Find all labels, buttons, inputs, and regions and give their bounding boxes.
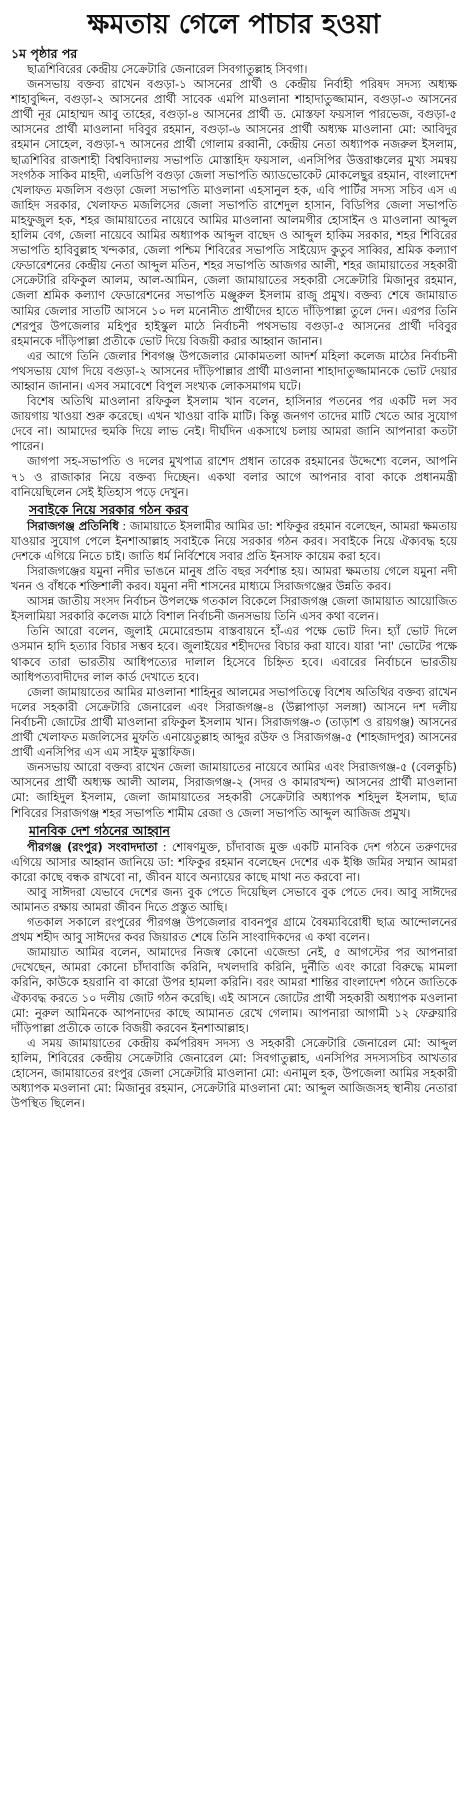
section-2-subheading: মানবিক দেশ গঠনের আহ্বান xyxy=(29,822,170,838)
headline: ক্ষমতায় গেলে পাচার হওয়া xyxy=(87,9,381,40)
section-1-lead xyxy=(11,519,457,564)
section-2-lead xyxy=(11,840,457,885)
section-1-byline: সিরাজগঞ্জ প্রতিনিধি xyxy=(27,518,119,533)
article-paragraph: জামায়াত আমির বলেন, আমাদের নিজস্ব কোনো এজেন্ডা নেই, ৫ আগস্টের পর আপনারা দেখেছেন, আমরা কোনো চাঁদাবাজি করিনি, দখলদারি করিনি, দুর্নীতি এবং কারো বিরুদ্ধে মামলা করিনি, কাউকে হয়রানি বা কারো উপর হামলা করিনি। বরং আমরা শান্তির বাংলাদেশ গঠনে জাতিকে ঐক্যবদ্ধ করতে ১০ দলীয় জোট গঠন করেছি। এই আসনে জোটের প্রার্থী সহকারী অধ্যাপক মওলানা মো: নুরুল আমিনকে আপনাদের কাছে আমানত রেখে গেলাম। আপনারা আগামী ১২ ফেব্রুয়ারি দাঁড়িপাল্লা প্রতীকে তাকে বিজয়ী করবেন ইনশাআল্লাহ। xyxy=(11,945,457,1035)
article-paragraph: জাগপা সহ-সভাপতি ও দলের মুখপাত্র রাশেদ প্রধান তারেক রহমানের উদ্দেশ্যে বলেন, আপনি ৭১ ও রাজাকার নিয়ে বক্তব্য দিচ্ছেন। একথা বলার আগে আপনার বাবা কাকে প্রধানমন্ত্রী বানিয়েছিলেন সেই ইতিহাস পড়ে দেখুন। xyxy=(11,454,457,499)
article-paragraph: জনসভায় বক্তব্য রাখেন বগুড়া-১ আসনের প্রার্থী ও কেন্দ্রীয় নির্বাহী পরিষদ সদস্য অধ্যক্ষ শাহাবুদ্দিন, বগুড়া-২ আসনের প্রার্থী সাবেক এমপি মাওলানা শাহাদাতুজ্জামান, বগুড়া-৩ আসনের প্রার্থী নূর মোহাম্মদ আবু তাহের, বগুড়া-৪ আসনের প্রার্থী ড. মোস্তফা ফয়সাল পারভেজ, বগুড়া-৫ আসনের প্রার্থী মাওলানা দবিবুর রহমান, বগুড়া-৬ আসনের প্রার্থী অধ্যক্ষ মাওলানা মো: আবিদুর রহমান সোহেল, বগুড়া-৭ আসনের প্রার্থী গোলাম রব্বানী, কেন্দ্রীয় নেতা অধ্যাপক নজরুল ইসলাম, ছাত্রশিবির রাজশাহী বিশ্ববিদ্যালয় সভাপতি মোস্তাহিদ ফয়সাল, এনসিপির উত্তরাঞ্চলের মুখ্য সমন্বয় সংগঠক সাকিব মাহদী, এলডিপি বগুড়া জেলা সভাপতি অ্যাডভোকেট মোকলেছুর রহমান, বাংলাদেশ খেলাফত মজলিস বগুড়া জেলা সভাপতি মাওলানা এহসানুল হক, এবি পার্টির সদস্য সচিব এস এ জাহিদ সরকার, খেলাফত মজলিসের জেলা সভাপতি রাশেদুল হাসান, বিডিপির জেলা সভাপতি মাহফুজুল হক, শহর জামায়াতের নায়েবে আমির মাওলানা আলমগীর হোসাইন ও মাওলানা আব্দুল হালিম বেগ, জেলা নায়েবে আমির অধ্যাপক আব্দুল বাছেদ ও আব্দুল হাকিম সরকার, শহর শিবিরের সভাপতি হাবিবুল্লাহ খন্দকার, জেলা পশ্চিম শিবিরের সভাপতি সাইয়্যেদ কুতুব সাব্বির, শ্রমিক কল্যাণ ফেডারেশনের কেন্দ্রীয় নেতা আব্দুল মতিন, শহর সভাপতি আজগর আলী, শহর জামায়াতের সহকারী সেক্রেটারি রফিকুল আলম, আল-আমিন, জেলা জামায়াতের সহকারী সেক্রেটারি মিজানুর রহমান, জেলা শ্রমিক কল্যাণ ফেডারেশনের সভাপতি মঞ্জুরুল ইসলাম রাজু প্রমুখ। বক্তব্য শেষে জামায়াত আমির জেলার সাতটি আসনে ১০ দল মনোনীত প্রার্থীদের হাতে দাঁড়িপাল্লা তুলে দেন। এরপর তিনি শেরপুর উপজেলার মহিপুর হাইস্কুল মাঠে নির্বাচনী পথসভায় বগুড়া-৫ আসনের প্রার্থী দবিবুর রহমানকে দাঁড়িপাল্লা প্রতীকে ভোট দিয়ে বিজয়ী করার আহ্বান জানান। xyxy=(11,77,457,348)
section-1-lead-text: : জামায়াতে ইসলামীর আমির ডা: শফিকুর রহমান বলেছেন, আমরা ক্ষমতায় যাওয়ার সুযোগ পেলে ইনশাআল্লাহ সবাইকে নিয়ে সরকার গঠন করব। সবাইকে নিয়ে ঐক্যবদ্ধ হয়ে দেশকে এগিয়ে নিতে চাই। জাতি ধর্ম নির্বিশেষে সবার প্রতি ইনসাফ কায়েম করা হবে। xyxy=(11,518,457,563)
continued-from-label: ১ম পৃষ্ঠার পর xyxy=(11,46,78,61)
article-paragraph: জনসভায় আরো বক্তব্য রাখেন জেলা জামায়াতের নায়েবে আমির এবং সিরাজগঞ্জ-৫ (বেলকুচি) আসনের প্রার্থী অধ্যক্ষ আলী আলম, সিরাজগঞ্জ-২ (সদর ও কামারখন্দ) আসনের প্রার্থী মাওলানা মো: জাহিদুল ইসলাম, জেলা জামায়াতের সহকারী সেক্রেটারি অধ্যাপক শহিদুল ইসলাম, ছাত্র শিবিরের সিরাজগঞ্জ শহর সভাপতি শামীম রেজা ও জেলা সভাপতি আব্দুল আজিজ প্রমুখ। xyxy=(11,760,457,820)
article-paragraph: সিরাজগঞ্জের যমুনা নদীর ভাঙনে মানুষ প্রতি বছর সর্বশান্ত হয়। আমরা ক্ষমতায় গেলে যমুনা নদী খনন ও বাঁধকে শক্তিশালী করব। যমুনা নদী শাসনের মাধ্যমে সিরাজগঞ্জের উন্নতি করব। xyxy=(11,564,457,594)
article-paragraph: এ সময় জামায়াতের কেন্দ্রীয় কর্মপরিষদ সদস্য ও সহকারী সেক্রেটারি জেনারেল মো: আব্দুল হালিম, শিবিরের কেন্দ্রীয় সেক্রেটারি জেনারেল মো: সিবগাতুল্লাহ, এনসিপির সদস্যসচিব আখতার হোসেন, জামায়াতের রংপুর জেলা সেক্রেটারি মাওলানা মো: এনামুল হক, উপজেলা আমির সহকারী অধ্যাপক মওলানা মো: মিজানুর রহমান, সেক্রেটারি মাওলানা মো: আব্দুল আজিজসহ স্থানীয় নেতারা উপস্থিত ছিলেন। xyxy=(11,1035,457,1111)
section-2-byline: পীরগঞ্জ (রংপুর) সংবাদদাতা xyxy=(27,839,158,854)
article-paragraph: ছাত্রশিবিরের কেন্দ্রীয় সেক্রেটারি জেনারেল সিবগাতুল্লাহ সিবগা। xyxy=(27,62,308,76)
section-2-lead-text: : শোষণমুক্ত, চাঁদাবাজ মুক্ত একটি মানবিক দেশ গঠনে তরুণদের এগিয়ে আসার আহ্বান জানিয়ে ডা: শফিকুর রহমান বলেছেন দেশের এক ইঞ্চি জমির সম্মান আমরা কারো কাছে বন্ধক রাখবো না, জীবন যাবে অন্যায়ের কাছে মাথা নত করবো না। xyxy=(11,839,457,884)
article-paragraph: এর আগে তিনি জেলার শিবগঞ্জ উপজেলার মোকামতলা আদর্শ মহিলা কলেজ মাঠের নির্বাচনী পথসভায় যোগ দিয়ে বগুড়া-২ আসনের দাঁড়িপাল্লার প্রার্থী মাওলানা শাহাদাতুজ্জামানকে ভোট দেয়ার আহ্বান জানান। এসব সমাবেশে বিপুল সংখ্যক লোকসমাগম ঘটে। xyxy=(11,348,457,393)
article-paragraph: বিশেষ অতিথি মাওলানা রফিকুল ইসলাম খান বলেন, হাসিনার পতনের পর একটি দল সব জায়গায় খাওয়া শুরু করেছে। এখন খাওয়া বাকি মাটি। কিন্তু জনগণ তাদের মাটি খেতে আর সুযোগ দেবে না। আমাদের হুমকি দিয়ে লাভ নেই। দীর্ঘদিন একসাথে চলায় আমরা জানি আপনারা কতটা পারেন। xyxy=(11,394,457,454)
article-paragraph: গতকাল সকালে রংপুরের পীরগঞ্জ উপজেলার বাবনপুর গ্রামে বৈষম্যবিরোধী ছাত্র আন্দোলনের প্রথম শহীদ আবু সাঈদের কবর জিয়ারত শেষে তিনি সাংবাদিকদের এ কথা বলেন। xyxy=(11,915,457,945)
section-2-body xyxy=(11,885,457,1111)
article-paragraph: তিনি আরো বলেন, জুলাই মেমোরেন্ডাম বাস্তবায়নে হাঁ-এর পক্ষে ভোট দিন। হ্যাঁ ভোট দিলে ওসমান হাদি হত্যার বিচার সম্ভব হবে। জুলাইয়ের শহীদদের বিচার করা যাবে। যারা 'না' ভোটের পক্ষে থাকবে তারা ভারতীয় আধিপত্যের দালাল হিসেবে চিহ্নিত হবে। এবারের নির্বাচনে ভারতীয় আধিপত্যবাদীদের লাল কার্ড দেখাতে হবে। xyxy=(11,624,457,684)
section-1-subheading: সবাইকে নিয়ে সরকার গঠন করব xyxy=(29,501,189,517)
intro-body xyxy=(11,62,457,500)
article-paragraph: আবু সাঈদরা যেভাবে দেশের জন্য বুক পেতে দিয়েছিল সেভাবে বুক পেতে দেব। আবু সাঈদের আমানত রক্ষায় আমরা জীবন দিতে প্রস্তুত আছি। xyxy=(11,884,457,914)
article-paragraph: জেলা জামায়াতের আমির মাওলানা শাহিনুর আলমের সভাপতিত্বে বিশেষ অতিথির বক্তব্য রাখেন দলের সহকারী সেক্রেটারি জেনারেল এবং সিরাজগঞ্জ-৪ (উল্লাপাড়া সলঙ্গা) আসনে দশ দলীয় নির্বাচনী জোটের প্রার্থী মাওলানা রফিকুল ইসলাম খান। সিরাজগঞ্জ-৩ (তাড়াশ ও রায়গঞ্জ) আসনের প্রার্থী খেলাফত মজলিসের মুফতি এনায়েতুল্লাহ আব্দুর রউফ ও সিরাজগঞ্জ-৫ (শাহজাদপুর) আসনের প্রার্থী এনসিপির এস এম সাইফ মুস্তাফিজ। xyxy=(11,684,457,760)
article-paragraph: আসন্ন জাতীয় সংসদ নির্বাচন উপলক্ষে গতকাল বিকেলে সিরাজগঞ্জ জেলা জামায়াত আয়োজিত ইসলামিয়া সরকারি কলেজ মাঠে বিশাল নির্বাচনী জনসভায় তিনি এসব কথা বলেন। xyxy=(11,594,457,624)
section-1-body xyxy=(11,564,457,821)
